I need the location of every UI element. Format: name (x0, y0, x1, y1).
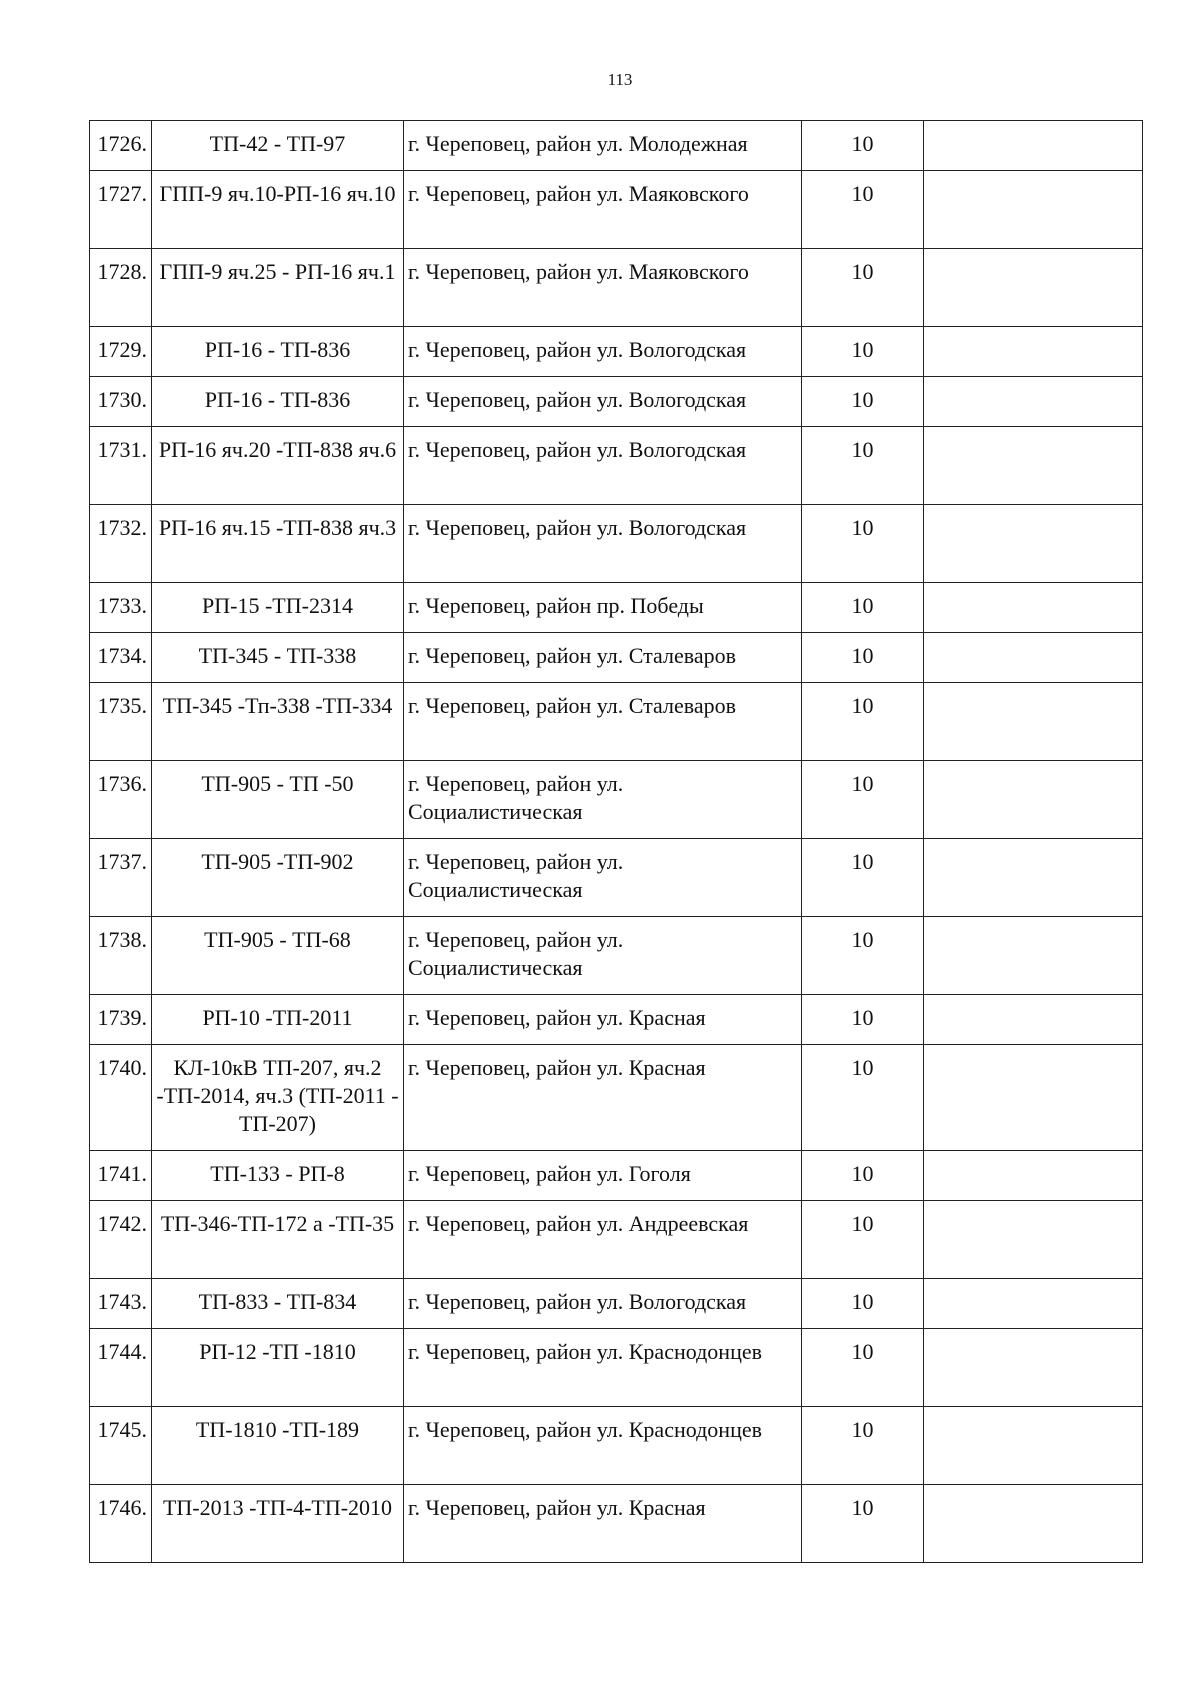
line-location: г. Череповец, район ул. Молодежная (404, 121, 802, 171)
line-location: г. Череповец, район ул. Вологодская (404, 327, 802, 377)
line-location: г. Череповец, район ул. Социалистическая (404, 839, 802, 917)
empty-cell (924, 1045, 1143, 1151)
line-name: ТП-905 - ТП -50 (152, 761, 404, 839)
row-number: 1728. (90, 249, 152, 327)
table-row (90, 249, 1143, 327)
empty-cell (924, 171, 1143, 249)
row-number: 1744. (90, 1329, 152, 1407)
table-row (90, 427, 1143, 505)
row-number: 1735. (90, 683, 152, 761)
empty-cell (924, 995, 1143, 1045)
line-location: г. Череповец, район ул. Красная (404, 1485, 802, 1563)
voltage-value: 10 (802, 1485, 924, 1563)
voltage-value: 10 (802, 683, 924, 761)
row-number: 1727. (90, 171, 152, 249)
row-number: 1732. (90, 505, 152, 583)
cable-lines-table (89, 120, 1143, 1563)
voltage-value: 10 (802, 505, 924, 583)
row-number: 1733. (90, 583, 152, 633)
line-name: ТП-345 -Тп-338 -ТП-334 (152, 683, 404, 761)
empty-cell (924, 1201, 1143, 1279)
voltage-value: 10 (802, 633, 924, 683)
voltage-value: 10 (802, 121, 924, 171)
row-number: 1742. (90, 1201, 152, 1279)
table-row (90, 917, 1143, 995)
voltage-value: 10 (802, 249, 924, 327)
table-row (90, 839, 1143, 917)
empty-cell (924, 249, 1143, 327)
row-number: 1729. (90, 327, 152, 377)
voltage-value: 10 (802, 1151, 924, 1201)
line-location: г. Череповец, район ул. Вологодская (404, 377, 802, 427)
table-row (90, 327, 1143, 377)
line-location: г. Череповец, район ул. Социалистическая (404, 761, 802, 839)
empty-cell (924, 427, 1143, 505)
empty-cell (924, 1485, 1143, 1563)
table-row (90, 121, 1143, 171)
line-location: г. Череповец, район ул. Маяковского (404, 249, 802, 327)
row-number: 1737. (90, 839, 152, 917)
line-location: г. Череповец, район ул. Красная (404, 1045, 802, 1151)
line-location: г. Череповец, район ул. Краснодонцев (404, 1407, 802, 1485)
line-name: РП-16 яч.15 -ТП-838 яч.3 (152, 505, 404, 583)
voltage-value: 10 (802, 1201, 924, 1279)
voltage-value: 10 (802, 917, 924, 995)
line-name: РП-10 -ТП-2011 (152, 995, 404, 1045)
row-number: 1731. (90, 427, 152, 505)
line-name: ТП-133 - РП-8 (152, 1151, 404, 1201)
empty-cell (924, 1329, 1143, 1407)
row-number: 1736. (90, 761, 152, 839)
table-row (90, 683, 1143, 761)
line-location: г. Череповец, район ул. Красная (404, 995, 802, 1045)
voltage-value: 10 (802, 1329, 924, 1407)
table-row (90, 995, 1143, 1045)
line-name: РП-16 яч.20 -ТП-838 яч.6 (152, 427, 404, 505)
table-row (90, 1151, 1143, 1201)
row-number: 1741. (90, 1151, 152, 1201)
voltage-value: 10 (802, 583, 924, 633)
table-row (90, 633, 1143, 683)
empty-cell (924, 377, 1143, 427)
line-location: г. Череповец, район ул. Вологодская (404, 427, 802, 505)
voltage-value: 10 (802, 761, 924, 839)
empty-cell (924, 583, 1143, 633)
line-name: ГПП-9 яч.10-РП-16 яч.10 (152, 171, 404, 249)
table-row (90, 1045, 1143, 1151)
table-row (90, 1407, 1143, 1485)
empty-cell (924, 505, 1143, 583)
line-name: ТП-42 - ТП-97 (152, 121, 404, 171)
line-location: г. Череповец, район ул. Маяковского (404, 171, 802, 249)
empty-cell (924, 839, 1143, 917)
table-row (90, 1201, 1143, 1279)
table-row (90, 761, 1143, 839)
row-number: 1730. (90, 377, 152, 427)
line-name: РП-12 -ТП -1810 (152, 1329, 404, 1407)
voltage-value: 10 (802, 1279, 924, 1329)
empty-cell (924, 917, 1143, 995)
line-name: ТП-346-ТП-172 а -ТП-35 (152, 1201, 404, 1279)
line-location: г. Череповец, район ул. Вологодская (404, 505, 802, 583)
empty-cell (924, 683, 1143, 761)
voltage-value: 10 (802, 427, 924, 505)
page-number: 113 (607, 70, 633, 89)
row-number: 1739. (90, 995, 152, 1045)
table-row (90, 377, 1143, 427)
line-name: ТП-1810 -ТП-189 (152, 1407, 404, 1485)
voltage-value: 10 (802, 1407, 924, 1485)
voltage-value: 10 (802, 995, 924, 1045)
table-row (90, 1485, 1143, 1563)
line-name: КЛ-10кВ ТП-207, яч.2 -ТП-2014, яч.3 (ТП-2011 - ТП-207) (152, 1045, 404, 1151)
row-number: 1740. (90, 1045, 152, 1151)
line-location: г. Череповец, район ул. Краснодонцев (404, 1329, 802, 1407)
voltage-value: 10 (802, 1045, 924, 1151)
empty-cell (924, 761, 1143, 839)
empty-cell (924, 121, 1143, 171)
row-number: 1743. (90, 1279, 152, 1329)
line-location: г. Череповец, район ул. Андреевская (404, 1201, 802, 1279)
line-location: г. Череповец, район ул. Сталеваров (404, 683, 802, 761)
row-number: 1726. (90, 121, 152, 171)
line-name: ТП-2013 -ТП-4-ТП-2010 (152, 1485, 404, 1563)
voltage-value: 10 (802, 839, 924, 917)
voltage-value: 10 (802, 327, 924, 377)
empty-cell (924, 327, 1143, 377)
voltage-value: 10 (802, 171, 924, 249)
line-name: РП-15 -ТП-2314 (152, 583, 404, 633)
table-row (90, 505, 1143, 583)
voltage-value: 10 (802, 377, 924, 427)
table-row (90, 583, 1143, 633)
row-number: 1745. (90, 1407, 152, 1485)
line-location: г. Череповец, район ул. Социалистическая (404, 917, 802, 995)
row-number: 1734. (90, 633, 152, 683)
empty-cell (924, 1407, 1143, 1485)
row-number: 1746. (90, 1485, 152, 1563)
line-location: г. Череповец, район ул. Вологодская (404, 1279, 802, 1329)
line-name: ТП-833 - ТП-834 (152, 1279, 404, 1329)
line-name: ТП-905 -ТП-902 (152, 839, 404, 917)
empty-cell (924, 1151, 1143, 1201)
table-row (90, 1329, 1143, 1407)
line-name: ТП-905 - ТП-68 (152, 917, 404, 995)
line-name: ТП-345 - ТП-338 (152, 633, 404, 683)
line-location: г. Череповец, район ул. Гоголя (404, 1151, 802, 1201)
line-name: РП-16 - ТП-836 (152, 327, 404, 377)
line-location: г. Череповец, район пр. Победы (404, 583, 802, 633)
table-row (90, 1279, 1143, 1329)
line-name: ГПП-9 яч.25 - РП-16 яч.1 (152, 249, 404, 327)
line-location: г. Череповец, район ул. Сталеваров (404, 633, 802, 683)
table-row (90, 171, 1143, 249)
line-name: РП-16 - ТП-836 (152, 377, 404, 427)
row-number: 1738. (90, 917, 152, 995)
empty-cell (924, 1279, 1143, 1329)
empty-cell (924, 633, 1143, 683)
